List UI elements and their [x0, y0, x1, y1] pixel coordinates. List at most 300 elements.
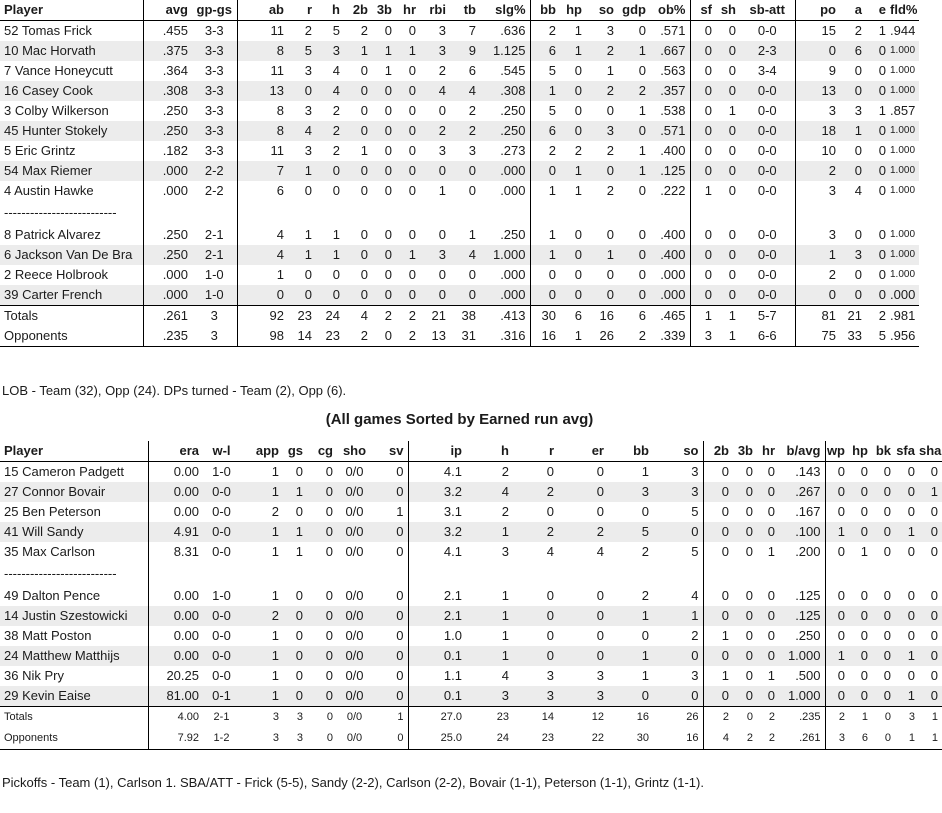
- stat-cell: 0: [558, 606, 608, 626]
- stat-cell: 0-0: [757, 143, 777, 158]
- stat-cell: 0: [450, 161, 480, 181]
- stat-cell: 1: [396, 245, 420, 265]
- stat-cell: .250: [143, 101, 192, 121]
- stat-cell: 0-0: [757, 23, 777, 38]
- stat-cell: 0: [408, 183, 416, 198]
- stat-cell: 2: [501, 464, 509, 479]
- player-row: [0, 181, 919, 201]
- stat-cell: 0: [396, 588, 404, 603]
- stat-cell: 1: [396, 504, 404, 519]
- stat-cell: 0: [825, 482, 849, 502]
- stat-cell: 6: [861, 732, 868, 744]
- stat-cell: 1.000: [779, 646, 825, 666]
- stat-cell: 0-0: [740, 121, 795, 141]
- column-header: h: [466, 441, 513, 462]
- stat-cell: 0: [372, 606, 408, 626]
- stat-cell: 0: [372, 646, 408, 666]
- stat-cell: 0: [344, 81, 372, 101]
- stat-cell: 1: [618, 41, 650, 61]
- empty-cell: [480, 201, 530, 225]
- stat-cell: 3: [296, 732, 303, 744]
- stat-cell: 0: [438, 103, 446, 118]
- player-row: [0, 141, 919, 161]
- stat-cell: 1: [530, 245, 560, 265]
- stat-cell: 0: [728, 143, 736, 158]
- empty-cell: [420, 201, 450, 225]
- stat-cell: 0: [360, 227, 368, 242]
- stat-cell: 8: [237, 41, 288, 61]
- stat-cell: 1: [638, 103, 646, 118]
- stat-cell: 0: [866, 161, 890, 181]
- stat-cell: 0-0: [740, 245, 795, 265]
- stat-cell: 0: [384, 267, 392, 282]
- stat-cell: 0: [307, 522, 337, 542]
- stat-cell: 0: [849, 482, 872, 502]
- stat-cell: 30: [530, 306, 560, 327]
- empty-cell: [192, 201, 237, 225]
- player-name: 15 Cameron Padgett: [4, 464, 124, 479]
- stat-cell: .250: [500, 103, 526, 118]
- stat-cell: 0: [653, 646, 703, 666]
- stat-cell: 3: [438, 143, 446, 158]
- stat-cell: 0: [690, 225, 716, 245]
- column-header: gdp: [618, 0, 650, 21]
- empty-cell: [316, 201, 344, 225]
- stat-cell: 1: [825, 646, 849, 666]
- stat-cell: 2: [420, 121, 450, 141]
- stat-cell: 3: [854, 103, 862, 118]
- stat-cell: .000: [500, 267, 526, 282]
- empty-cell: [466, 562, 513, 586]
- stat-cell: .143: [795, 464, 821, 479]
- stat-cell: 0: [344, 285, 372, 306]
- stat-cell: 1: [288, 161, 316, 181]
- player-row: [0, 542, 942, 562]
- stat-cell: 2-1: [192, 245, 237, 265]
- column-header: wp: [825, 441, 849, 462]
- stat-cell: 0: [606, 267, 614, 282]
- player-row: [0, 121, 919, 141]
- stat-cell: 0: [825, 606, 849, 626]
- stat-cell: 1: [608, 646, 653, 666]
- stat-cell: 0: [872, 646, 895, 666]
- stat-cell: .000: [143, 181, 192, 201]
- stat-cell: 0: [513, 606, 558, 626]
- player-row: [0, 245, 919, 265]
- empty-cell: [733, 562, 757, 586]
- stat-cell: 0: [866, 245, 890, 265]
- stat-cell: 98: [237, 326, 288, 347]
- stat-cell: 0: [283, 606, 307, 626]
- stat-cell: 0: [653, 686, 703, 707]
- stat-cell: 0: [304, 183, 312, 198]
- stat-cell: 0: [596, 588, 604, 603]
- player-name: 39 Carter French: [0, 285, 143, 306]
- stat-cell: 31: [461, 328, 476, 343]
- stat-cell: 2: [468, 103, 476, 118]
- stat-cell: 0-0: [757, 227, 777, 242]
- stat-cell: 0: [825, 586, 849, 606]
- stat-cell: 0: [316, 285, 344, 306]
- stat-cell: 26: [653, 707, 703, 729]
- column-header: ob%: [650, 0, 690, 21]
- stat-cell: 2: [240, 606, 283, 626]
- stat-cell: 0: [878, 267, 886, 282]
- empty-cell: [653, 562, 703, 586]
- stat-cell: 0: [919, 606, 942, 626]
- stat-cell: 0: [745, 628, 753, 643]
- separator-dashes: --------------------------: [4, 205, 117, 220]
- stat-cell: 0: [840, 285, 866, 306]
- column-header: b/avg: [779, 441, 825, 462]
- stat-cell: 1: [271, 464, 279, 479]
- stat-cell: 0.00: [148, 502, 203, 522]
- stat-cell: 0: [360, 63, 368, 78]
- stat-cell: 0: [586, 285, 618, 306]
- stat-cell: 0.00: [148, 586, 203, 606]
- player-name: 52 Tomas Frick: [4, 23, 92, 38]
- stat-cell: 1: [530, 225, 560, 245]
- stat-cell: 1: [501, 628, 509, 643]
- stat-cell: 0: [690, 21, 716, 42]
- separator-row: [0, 562, 942, 586]
- stat-cell: 1: [919, 482, 942, 502]
- stat-cell: 0: [396, 464, 404, 479]
- stat-cell: 0: [408, 23, 416, 38]
- stat-cell: .413: [480, 306, 530, 327]
- column-header: era: [148, 441, 203, 462]
- column-header: sho: [337, 441, 372, 462]
- stat-cell: 3: [840, 245, 866, 265]
- stat-cell: 0: [325, 504, 333, 519]
- stat-cell: 0: [638, 63, 646, 78]
- stat-cell: 4: [501, 668, 509, 683]
- stat-cell: 6-6: [757, 328, 777, 343]
- stat-cell: 0: [728, 63, 736, 78]
- stat-cell: .500: [795, 668, 821, 683]
- stat-cell: 1: [560, 161, 586, 181]
- stat-cell: .273: [500, 143, 526, 158]
- stat-cell: 0: [733, 482, 757, 502]
- lob-note: LOB - Team (32), Opp (24). DPs turned - Team (2), Opp (6).: [2, 383, 347, 398]
- pitching-table: [0, 441, 942, 750]
- stat-cell: 0: [344, 245, 372, 265]
- stat-cell: 0: [396, 628, 404, 643]
- stat-cell: 2: [586, 41, 618, 61]
- stat-cell: .400: [660, 143, 686, 158]
- stat-cell: 0: [872, 522, 895, 542]
- stat-cell: 38: [450, 306, 480, 327]
- stat-cell: 4: [332, 63, 340, 78]
- stat-cell: 0: [641, 628, 649, 643]
- stat-cell: 3: [795, 101, 840, 121]
- stat-cell: 0: [344, 121, 372, 141]
- stat-cell: 2: [825, 707, 849, 729]
- stat-cell: 0: [757, 606, 779, 626]
- stat-cell: 2: [574, 143, 582, 158]
- stat-cell: 0: [574, 103, 582, 118]
- stat-cell: 1: [466, 522, 513, 542]
- stat-cell: 2: [513, 522, 558, 542]
- stat-cell: 0: [728, 23, 736, 38]
- stat-cell: 0: [325, 544, 333, 559]
- stat-cell: 0: [795, 285, 840, 306]
- empty-cell: [560, 201, 586, 225]
- stat-cell: 0: [728, 267, 736, 282]
- stat-cell: 1: [316, 245, 344, 265]
- stat-cell: 1: [574, 23, 582, 38]
- stat-cell: 1: [586, 245, 618, 265]
- stat-cell: 15: [795, 21, 840, 42]
- stat-cell: 0: [878, 227, 886, 242]
- stat-cell: 0: [883, 464, 891, 479]
- stat-cell: 0: [574, 63, 582, 78]
- stat-cell: 6: [530, 41, 560, 61]
- stat-cell: 2-3: [740, 41, 795, 61]
- empty-cell: [650, 201, 690, 225]
- stat-cell: 0: [883, 504, 891, 519]
- stat-cell: 0: [283, 646, 307, 666]
- empty-cell: [450, 201, 480, 225]
- stat-cell: 0: [878, 183, 886, 198]
- stat-cell: 1: [641, 464, 649, 479]
- stat-cell: 6: [468, 63, 476, 78]
- stat-cell: 0.00: [148, 646, 203, 666]
- player-row: [0, 482, 942, 502]
- empty-cell: [558, 562, 608, 586]
- player-row: [0, 462, 942, 483]
- stat-cell: 1-0: [212, 588, 231, 603]
- player-name: 16 Casey Cook: [0, 81, 143, 101]
- column-header: hr: [757, 441, 779, 462]
- stat-cell: 1: [304, 227, 312, 242]
- stat-cell: 0: [384, 23, 392, 38]
- stat-cell: .125: [779, 606, 825, 626]
- stat-cell: 16: [586, 306, 618, 327]
- stat-cell: 0/0: [345, 628, 364, 643]
- stat-cell: 1: [466, 646, 513, 666]
- column-header: sfa: [895, 441, 919, 462]
- stat-cell: 0: [795, 41, 840, 61]
- stat-cell: 1.000: [890, 65, 916, 76]
- stat-cell: 0: [907, 544, 915, 559]
- stat-cell: 1: [396, 41, 420, 61]
- stat-cell: 0/0: [345, 544, 364, 559]
- stat-cell: 3: [690, 326, 716, 347]
- player-name: 36 Nik Pry: [4, 668, 64, 683]
- stat-cell: .235: [779, 707, 825, 729]
- stat-cell: 2: [638, 328, 646, 343]
- stat-cell: 1: [560, 41, 586, 61]
- stat-cell: 6: [560, 306, 586, 327]
- stat-cell: 2: [768, 732, 775, 744]
- stat-cell: 2: [606, 143, 614, 158]
- stat-cell: 6: [530, 121, 560, 141]
- stat-cell: 2: [396, 306, 420, 327]
- stat-cell: 0: [438, 227, 446, 242]
- stat-cell: 1: [468, 227, 476, 242]
- stat-cell: 0: [372, 81, 396, 101]
- stat-cell: 4: [450, 81, 480, 101]
- stat-cell: 0: [907, 668, 915, 683]
- stat-cell: 4: [237, 245, 288, 265]
- stat-cell: 1.1: [408, 666, 466, 686]
- stat-cell: 0: [546, 628, 554, 643]
- stat-cell: 3: [240, 707, 283, 729]
- stat-cell: 0: [344, 161, 372, 181]
- stat-cell: 1.000: [890, 121, 919, 141]
- stat-cell: 0/0: [337, 646, 372, 666]
- stat-cell: 1.125: [480, 41, 530, 61]
- stat-cell: 1: [271, 588, 279, 603]
- stat-cell: 0-0: [212, 544, 231, 559]
- stat-cell: .465: [650, 306, 690, 327]
- stat-cell: 1: [271, 668, 279, 683]
- stat-cell: 0: [872, 482, 895, 502]
- stat-cell: .316: [500, 328, 526, 343]
- pickoffs-note: Pickoffs - Team (1), Carlson 1. SBA/ATT - Frick (5-5), Sandy (2-2), Carlson (2-2), Bovair (1-1), Peterson (1-1), Grintz (1-1).: [2, 775, 704, 790]
- player-name: 45 Hunter Stokely: [0, 121, 143, 141]
- empty-cell: [716, 201, 740, 225]
- stat-cell: .636: [500, 23, 526, 38]
- stat-cell: 0: [408, 103, 416, 118]
- stat-cell: 1: [703, 626, 733, 646]
- stat-cell: .250: [480, 121, 530, 141]
- column-header: r: [288, 0, 316, 21]
- stat-cell: 0: [930, 464, 938, 479]
- stat-cell: 0: [690, 161, 716, 181]
- stat-cell: 0: [757, 522, 779, 542]
- stat-cell: .308: [480, 81, 530, 101]
- empty-cell: [840, 201, 866, 225]
- stat-cell: 0: [872, 606, 895, 626]
- empty-cell: [825, 562, 849, 586]
- stat-cell: 3-3: [204, 23, 224, 38]
- stat-cell: 1-0: [212, 464, 231, 479]
- stat-cell: 0: [703, 522, 733, 542]
- separator-row: [0, 201, 919, 225]
- stat-cell: 0: [372, 482, 408, 502]
- stat-cell: 1: [653, 606, 703, 626]
- stat-cell: 0: [703, 646, 733, 666]
- stat-cell: 3: [546, 668, 554, 683]
- stat-cell: 2: [501, 504, 509, 519]
- stat-cell: 0: [396, 285, 420, 306]
- stat-cell: 0: [618, 245, 650, 265]
- column-header: w-l: [203, 441, 240, 462]
- empty-cell: [408, 562, 466, 586]
- stat-cell: 1.000: [890, 185, 916, 196]
- stat-cell: 1: [438, 183, 446, 198]
- stat-cell: 3: [466, 686, 513, 707]
- stat-cell: 0: [878, 143, 886, 158]
- stat-cell: 5: [691, 544, 699, 559]
- stat-cell: 0: [825, 542, 849, 562]
- player-row: [0, 265, 919, 285]
- stat-cell: 24: [496, 732, 509, 744]
- stat-cell: 0: [325, 668, 333, 683]
- stat-cell: .000: [890, 285, 919, 306]
- stat-cell: 0: [895, 606, 919, 626]
- stat-cell: 4: [288, 121, 316, 141]
- stat-cell: 0-0: [212, 628, 231, 643]
- stat-cell: .545: [500, 63, 526, 78]
- player-name: Totals: [0, 707, 148, 729]
- stat-cell: 0: [295, 668, 303, 683]
- stat-cell: 0-0: [203, 522, 240, 542]
- stat-cell: 10: [795, 141, 840, 161]
- stat-cell: 2: [360, 23, 368, 38]
- stat-cell: 0: [530, 161, 560, 181]
- player-name: 49 Dalton Pence: [4, 588, 101, 603]
- stat-cell: 3.2: [408, 482, 466, 502]
- stat-cell: 0: [930, 588, 938, 603]
- stat-cell: 0-0: [740, 285, 795, 306]
- stat-cell: 0: [608, 686, 653, 707]
- stat-cell: 0: [883, 668, 891, 683]
- stat-cell: 0: [703, 462, 733, 483]
- stat-cell: 0: [638, 183, 646, 198]
- stat-cell: 1-0: [204, 267, 224, 282]
- stat-cell: 0: [384, 328, 392, 343]
- stat-cell: 0: [883, 544, 891, 559]
- column-header: hr: [396, 0, 420, 21]
- stat-cell: 4.91: [148, 522, 203, 542]
- stat-cell: 0: [716, 81, 740, 101]
- stat-cell: 0: [295, 504, 303, 519]
- stat-cell: 0: [307, 482, 337, 502]
- column-header: 2b: [344, 0, 372, 21]
- stat-cell: 7: [468, 23, 476, 38]
- stat-cell: 2: [304, 23, 312, 38]
- stat-cell: 1: [271, 544, 279, 559]
- player-name: 54 Max Riemer: [0, 161, 143, 181]
- stat-cell: 5: [608, 522, 653, 542]
- stat-cell: 2: [703, 707, 733, 729]
- stat-cell: 5: [878, 328, 886, 343]
- empty-cell: [344, 201, 372, 225]
- stat-cell: 9: [795, 61, 840, 81]
- stat-cell: 4: [854, 183, 862, 198]
- stat-cell: 2: [795, 265, 840, 285]
- stat-cell: .571: [650, 121, 690, 141]
- stat-cell: 0: [767, 628, 775, 643]
- stat-cell: 0: [618, 121, 650, 141]
- stat-cell: 1.000: [890, 41, 919, 61]
- stat-cell: 0: [560, 121, 586, 141]
- stat-cell: 2: [746, 732, 753, 744]
- stat-cell: 0: [690, 101, 716, 121]
- stat-cell: 1.0: [408, 626, 466, 646]
- stat-cell: 24: [316, 306, 344, 327]
- stat-cell: 0: [332, 183, 340, 198]
- stat-cell: 0: [408, 227, 416, 242]
- stat-cell: .400: [660, 227, 686, 242]
- stat-cell: 0: [307, 686, 337, 707]
- stat-cell: 1: [608, 606, 653, 626]
- stat-cell: 23: [541, 732, 554, 744]
- stat-cell: 2: [691, 628, 699, 643]
- stat-cell: 1: [825, 522, 849, 542]
- stat-cell: 11: [237, 21, 288, 42]
- stat-cell: 16: [530, 326, 560, 347]
- stat-cell: 0: [690, 265, 716, 285]
- stat-cell: 1: [728, 103, 736, 118]
- stat-cell: .250: [143, 225, 192, 245]
- stat-cell: 1: [332, 227, 340, 242]
- stat-cell: 0: [690, 41, 716, 61]
- stat-cell: 92: [237, 306, 288, 327]
